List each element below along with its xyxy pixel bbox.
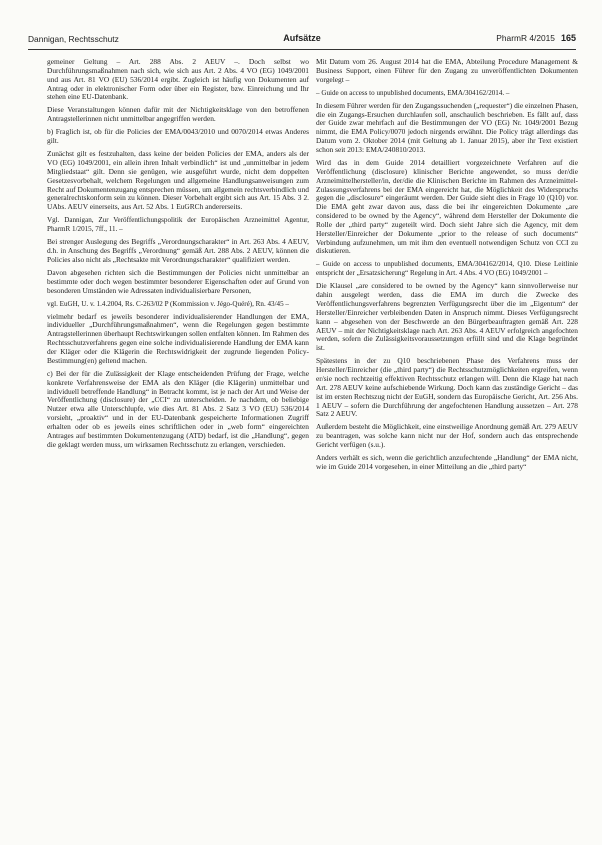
citation: Vgl. Dannigan, Zur Veröffentlichungspolitik der Europäischen Arzneimittel Agentur, PharmR 1/2015, 7ff., 11. – xyxy=(47,216,309,234)
header-issue: PharmR 4/2015 xyxy=(496,33,555,43)
paragraph: Diese Veranstaltungen können dafür mit der Nichtigkeitsklage von den betroffenen Antragstellerinnen nicht unmittelbar angegriffen werden. xyxy=(47,105,309,124)
header-journal xyxy=(496,33,576,43)
header-section: Aufsätze xyxy=(283,33,321,43)
paragraph: Anders verhält es sich, wenn die gerichtlich anzufechtende „Handlung“ der EMA nicht, wie im Guide 2014 vorgesehen, in einer Mitteilung an die „third party“ xyxy=(316,453,578,471)
citation: vgl. EuGH, U. v. 1.4.2004, Rs. C-263/02 P (Kommission v. Jégo-Quéré), Rn. 43/45 – xyxy=(47,299,289,308)
paragraph: b) Fraglich ist, ob für die Policies der EMA/0043/2010 und 0070/2014 etwas Anderes gilt. xyxy=(47,127,309,146)
paragraph: Mit Datum vom 26. August 2014 hat die EMA, Abteilung Procedure Management & Business Support, einen Führer für den Zugang zu unveröffentlichten Dokumenten vorgelegt – xyxy=(316,57,578,84)
paragraph: Bei strenger Auslegung des Begriffs „Verordnungscharakter“ in Art. 263 Abs. 4 AEUV, d.h. in Anschung des Begriffs „Verordnung“ gemäß Art. 288 Abs. 2 AEUV, können die Policies also nicht als „Rechtsakte mit Verordnungscharakter“ qualifiziert werden. xyxy=(47,237,309,264)
paragraph: In diesem Führer werden für den Zugangssuchenden („requester“) die einzelnen Phasen, die ein Zugangs-Ersuchen durchlaufen soll, anschaulich beschrieben. Es fällt auf, dass der Guide zwar mehrfach auf die Bestimmungen der VO (EG) Nr. 1049/2001 Bezug nimmt, die EMA Policy/0070 jedoch nirgends erwähnt. Die Policy trägt allerdings das Datum vom 2. Oktober 2014 (mit Geltung ab 1. Januar 2015), aber ihr Text existiert schon seit 2013: EMA/240810/2013. xyxy=(316,100,578,154)
paragraph: Davon abgesehen richten sich die Bestimmungen der Policies nicht unmittelbar an bestimmte oder doch wegen bestimmter besonderer Eigenschaften oder auf Grund von besonderen Umständen wie Adressaten individualisierbare Personen, xyxy=(47,267,309,295)
paragraph: vielmehr bedarf es jeweils besonderer individualisierender Handlungen der EMA, individueller „Durchführungsmaßnahmen“, wenn die Regelungen gegen bestimmte Antragstellerinnen überhaupt Rechtswirkungen sollen entfalten können. Im Rahmen des Rechtsschutzverfahrens gegen eine solche individualisierende Handlung der EMA kann der Kläger oder die Klägerin die Rechtswidrigkeit der zugrunde liegenden Policy-Bestimmung(en) geltend machen. xyxy=(47,311,309,365)
paragraph: Zunächst gilt es festzuhalten, dass keine der beiden Policies der EMA, anders als der VO (EG) 1049/2001, ein allein ihren Inhalt verbindlich“ ist und „unmittelbar in jedem Mitgliedstaat“ gilt. Denn sie genügen, wie ausgeführt wurde, nicht dem doppelten Gesetzesvorbehalt, welchem Regelungen und allgemeine Handlungsanweisungen zum Recht auf Dokumentenzugang entsprechen müssen, um allgemein rechtsverbindlich und generalrechtskonform sein zu können. Dieser Vorbehalt ergibt sich aus Art. 15 Abs. 3 2. UAbs. AEUV einerseits, aus Art. 52 Abs. 1 EuGRCh andererseits. xyxy=(47,149,309,212)
header-author: Dannigan, Rechtsschutz xyxy=(28,34,119,44)
paragraph: Wird das in dem Guide 2014 detailliert vorgezeichnete Verfahren auf die Veröffentlichung (disclosure) klinischer Berichte angewendet, so muss der/die Arzneimittelhersteller/in, der/die die Klinischen Berichte im Rahmen des Arzneimittel-Zulassungsverfahrens bei der EMA eingereicht hat, die Möglichkeit des Widerspruchs gegen die „disclosure“ eingeräumt werden. Der Guide sieht dies in Frage 10 (Q10) vor. Die EMA geht zwar davon aus, dass die bei ihr eingereichten Dokumente „are considered to be owned by the Agency“, während dem Hersteller der Dokumente die Rolle der „third party“ zugeteilt wird. Doch sieht Jahre sich die Agency, mit dem Hersteller/Einreicher der Dokumente „prior to the release of such documents“ Verbindung aufzunehmen, um mit ihm den eventuell notwendigen Schutz von CCI zu diskutieren. xyxy=(316,158,578,256)
paragraph: Außerdem besteht die Möglichkeit, eine einstweilige Anordnung gemäß Art. 279 AEUV zu beantragen, was solche kann nicht nur der Hof, sondern auch das entsprechende Gericht verfügen (s.u.). xyxy=(316,422,578,450)
citation: – Guide on access to unpublished documents, EMA/304162/2014. – xyxy=(316,88,510,97)
citation: – Guide on access to unpublished documents, EMA/304162/2014, Q10. Diese Leitlinie entspricht der „Ersatzsicherung“ Regelung in Art. 4 Abs. 4 VO (EG) 1049/2001 – xyxy=(316,260,578,278)
running-header xyxy=(28,30,576,46)
paragraph: Die Klausel „are considered to be owned by the Agency“ kann sinnvollerweise nur dahin ausgelegt werden, dass die EMA im durch die Zwecke des Veröffentlichungsverfahrens begrenzten Verfügungsrecht über die im „Eigentum“ der Hersteller/Einreicher verbleibenden Daten in Anspruch nimmt. Dieses Verfügungsrecht kann – abgesehen von der Beschwerde an den Bürgerbeauftragten gemäß Art. 228 AEUV – mit der Nichtigkeitsklage nach Art. 263 Abs. 4 AEUV erfolgreich angefochten werden, sofern die Zulässigkeitsvoraussetzungen erfüllt sind und die Klage begründet ist. xyxy=(316,281,578,353)
paragraph: c) Bei der für die Zulässigkeit der Klage entscheidenden Prüfung der Frage, welche konkrete Verfahrensweise der EMA als den Kläger (die Klägerin) unmittelbar und individuell betreffende Handlung“ in Betracht kommt, ist je nach der Art und Weise der Veröffentlichung (disclosure) der „CCI“ zu unterscheiden. Je nachdem, ob beliebige Nutzer etwa alle Unterschlupfe, wie dies Art. 81 Abs. 2 Satz 3 VO (EU) 536/2014 vorsieht, „proaktiv“ und in der EU-Datenbank gespeicherte Informationen Zugriff erhalten oder ob es jeweils eines schriftlichen oder in „web form“ eingereichten Antrages auf bestimmten Dokumentenzugang (ATD) bedarf, ist die „Handlung“, gegen die geklagt werden muss, um wirksamen Rechtsschutz zu erlangen, verschieden. xyxy=(47,368,309,449)
right-column xyxy=(316,58,578,476)
paragraph: gemeiner Geltung – Art. 288 Abs. 2 AEUV –. Doch selbst wo Durchführungsmaßnahmen nach sich, wie sich aus Art. 2 Abs. 4 VO (EG) 1049/2001 und aus Art. 81 VO (EU) 536/2014 ergibt. Zugleich ist häufig von Dokumenten auf Antrag oder in elektronischer Form oder über ein Register, bzw. Einreichung und Ihr stehen eine EU-Datenbank. xyxy=(47,57,309,102)
header-rule xyxy=(28,49,576,50)
left-column xyxy=(47,58,309,454)
page-number: 165 xyxy=(560,33,576,43)
paragraph: Spätestens in der zu Q10 beschriebenen Phase des Verfahrens muss der Hersteller/Einreicher (die „third party“) die Rechtsschutzmöglichkeiten ergreifen, wenn er/sie noch rechtzeitig effektiven Rechtsschutz erlangen will. Denn die Klage hat nach Art. 278 AEUV keine aufschiebende Wirkung. Doch kann das zuständige Gericht – das ist im ersten Rechtszug nicht der EuGH, sondern das Europäische Gericht, Art. 256 Abs. 1 AEUV – sofern die Durchführung der angefochtenen Handlung aussetzen – Art. 278 Satz 2 AEUV. xyxy=(316,356,578,419)
